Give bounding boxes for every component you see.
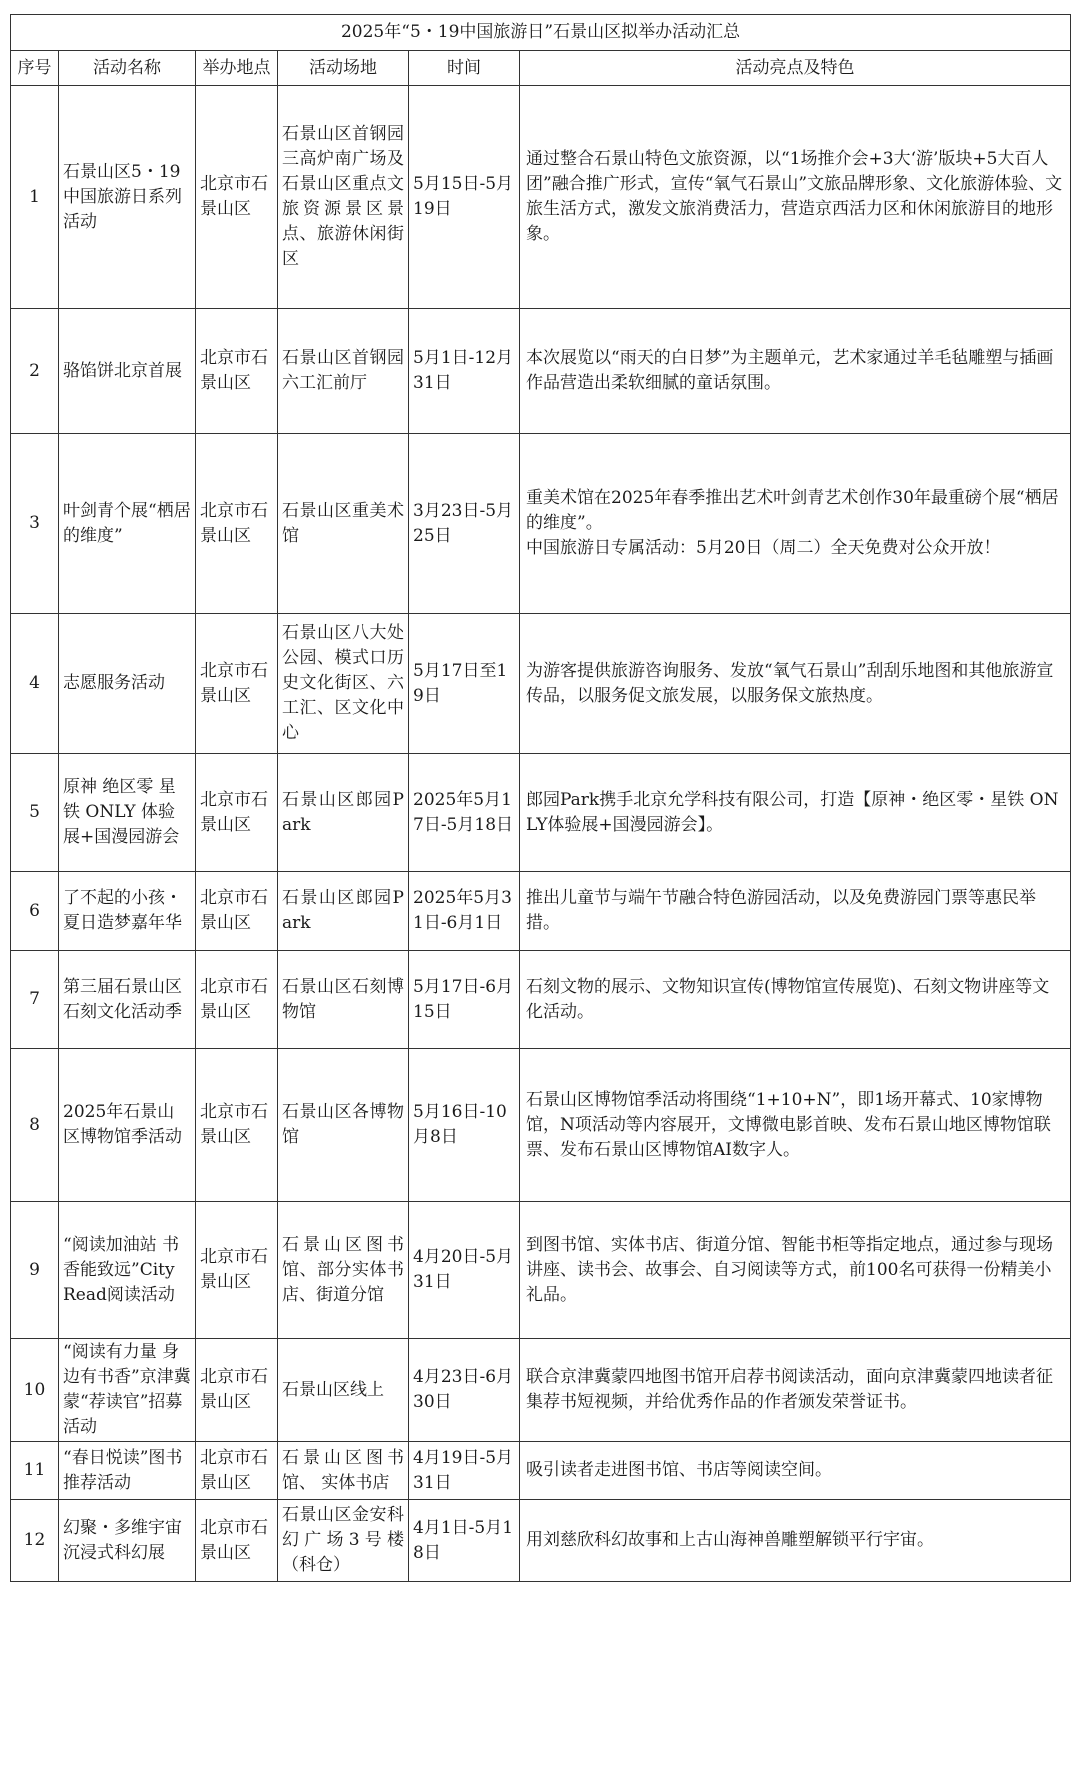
row-index: 5 bbox=[11, 754, 59, 872]
row-index: 2 bbox=[11, 309, 59, 434]
activity-summary-sheet bbox=[10, 14, 1070, 1582]
row-index: 1 bbox=[11, 86, 59, 309]
row-time: 5月17日-6月15日 bbox=[409, 951, 520, 1049]
row-activity-name: “阅读有力量 身边有书香”京津冀蒙“荐读官”招募活动 bbox=[59, 1339, 196, 1442]
row-features: 石景山区博物馆季活动将围绕“1+10+N”，即1场开幕式、10家博物馆，N项活动等内容展开，文博微电影首映、发布石景山地区博物馆联票、发布石景山区博物馆AI数字人。 bbox=[520, 1049, 1071, 1202]
row-venue: 石景山区各博物馆 bbox=[278, 1049, 409, 1202]
row-activity-name: “春日悦读”图书推荐活动 bbox=[59, 1442, 196, 1500]
row-time: 5月16日-10月8日 bbox=[409, 1049, 520, 1202]
row-time: 4月20日-5月31日 bbox=[409, 1202, 520, 1339]
table-row bbox=[11, 1202, 1071, 1339]
row-activity-name: 第三届石景山区石刻文化活动季 bbox=[59, 951, 196, 1049]
row-time: 4月23日-6月30日 bbox=[409, 1339, 520, 1442]
table-row bbox=[11, 614, 1071, 754]
row-city: 北京市石景山区 bbox=[196, 1500, 278, 1582]
row-features: 通过整合石景山特色文旅资源，以“1场推介会+3大‘游’版块+5大百人团”融合推广形式，宣传“氧气石景山”文旅品牌形象、文化旅游体验、文旅生活方式，激发文旅消费活力，营造京西活力区和休闲旅游目的地形象。 bbox=[520, 86, 1071, 309]
row-index: 9 bbox=[11, 1202, 59, 1339]
row-features: 郎园Park携手北京允学科技有限公司，打造【原神・绝区零・星铁 ONLY体验展+国漫园游会】。 bbox=[520, 754, 1071, 872]
row-activity-name: 原神 绝区零 星铁 ONLY 体验展+国漫园游会 bbox=[59, 754, 196, 872]
table-row bbox=[11, 434, 1071, 614]
table-title: 2025年“5・19中国旅游日”石景山区拟举办活动汇总 bbox=[11, 15, 1071, 51]
row-activity-name: 了不起的小孩・夏日造梦嘉年华 bbox=[59, 872, 196, 951]
row-time: 3月23日-5月25日 bbox=[409, 434, 520, 614]
header-row bbox=[11, 51, 1071, 86]
row-venue: 石景山区首钢园六工汇前厅 bbox=[278, 309, 409, 434]
row-venue: 石景山区线上 bbox=[278, 1339, 409, 1442]
row-time: 5月1日-12月31日 bbox=[409, 309, 520, 434]
table-row bbox=[11, 951, 1071, 1049]
row-venue: 石景山区八大处公园、模式口历史文化街区、六工汇、区文化中心 bbox=[278, 614, 409, 754]
table-row bbox=[11, 872, 1071, 951]
row-index: 8 bbox=[11, 1049, 59, 1202]
row-time: 4月1日-5月18日 bbox=[409, 1500, 520, 1582]
row-city: 北京市石景山区 bbox=[196, 614, 278, 754]
row-venue: 石景山区金安科幻广场3号楼（科仓） bbox=[278, 1500, 409, 1582]
row-time: 2025年5月31日-6月1日 bbox=[409, 872, 520, 951]
row-index: 10 bbox=[11, 1339, 59, 1442]
row-city: 北京市石景山区 bbox=[196, 951, 278, 1049]
row-index: 12 bbox=[11, 1500, 59, 1582]
table-row bbox=[11, 1049, 1071, 1202]
row-venue: 石景山区郎园Park bbox=[278, 872, 409, 951]
row-activity-name: 骆馅饼北京首展 bbox=[59, 309, 196, 434]
activity-table bbox=[10, 14, 1071, 1582]
row-index: 4 bbox=[11, 614, 59, 754]
row-features: 联合京津冀蒙四地图书馆开启荐书阅读活动，面向京津冀蒙四地读者征集荐书短视频，并给优秀作品的作者颁发荣誉证书。 bbox=[520, 1339, 1071, 1442]
row-city: 北京市石景山区 bbox=[196, 86, 278, 309]
header-city: 举办地点 bbox=[196, 51, 278, 86]
table-row bbox=[11, 309, 1071, 434]
row-activity-name: 2025年石景山区博物馆季活动 bbox=[59, 1049, 196, 1202]
table-row bbox=[11, 1442, 1071, 1500]
row-time: 2025年5月17日-5月18日 bbox=[409, 754, 520, 872]
row-city: 北京市石景山区 bbox=[196, 1049, 278, 1202]
row-venue: 石景山区石刻博物馆 bbox=[278, 951, 409, 1049]
header-activity-name: 活动名称 bbox=[59, 51, 196, 86]
row-activity-name: 石景山区5・19中国旅游日系列活动 bbox=[59, 86, 196, 309]
row-features: 石刻文物的展示、文物知识宣传(博物馆宣传展览)、石刻文物讲座等文化活动。 bbox=[520, 951, 1071, 1049]
row-activity-name: “阅读加油站 书香能致远”City Read阅读活动 bbox=[59, 1202, 196, 1339]
row-index: 7 bbox=[11, 951, 59, 1049]
table-row bbox=[11, 1339, 1071, 1442]
header-index: 序号 bbox=[11, 51, 59, 86]
row-city: 北京市石景山区 bbox=[196, 1339, 278, 1442]
row-time: 4月19日-5月31日 bbox=[409, 1442, 520, 1500]
table-row bbox=[11, 86, 1071, 309]
row-city: 北京市石景山区 bbox=[196, 872, 278, 951]
row-activity-name: 幻聚・多维宇宙沉浸式科幻展 bbox=[59, 1500, 196, 1582]
row-venue: 石景山区图书馆、 实体书店 bbox=[278, 1442, 409, 1500]
row-city: 北京市石景山区 bbox=[196, 1202, 278, 1339]
row-venue: 石景山区图书馆、部分实体书店、街道分馆 bbox=[278, 1202, 409, 1339]
row-venue: 石景山区重美术馆 bbox=[278, 434, 409, 614]
row-index: 11 bbox=[11, 1442, 59, 1500]
row-index: 3 bbox=[11, 434, 59, 614]
header-venue: 活动场地 bbox=[278, 51, 409, 86]
row-features: 到图书馆、实体书店、街道分馆、智能书柜等指定地点，通过参与现场讲座、读书会、故事会、自习阅读等方式，前100名可获得一份精美小礼品。 bbox=[520, 1202, 1071, 1339]
table-body bbox=[11, 86, 1071, 1582]
header-time: 时间 bbox=[409, 51, 520, 86]
row-city: 北京市石景山区 bbox=[196, 309, 278, 434]
row-features: 吸引读者走进图书馆、书店等阅读空间。 bbox=[520, 1442, 1071, 1500]
row-features: 为游客提供旅游咨询服务、发放“氧气石景山”刮刮乐地图和其他旅游宣传品，以服务促文旅发展，以服务保文旅热度。 bbox=[520, 614, 1071, 754]
row-venue: 石景山区首钢园三高炉南广场及石景山区重点文旅资源景区景点、旅游休闲街区 bbox=[278, 86, 409, 309]
row-features: 重美术馆在2025年春季推出艺术叶剑青艺术创作30年最重磅个展“栖居的维度”。 中国旅游日专属活动：5月20日（周二）全天免费对公众开放！ bbox=[520, 434, 1071, 614]
row-city: 北京市石景山区 bbox=[196, 434, 278, 614]
row-index: 6 bbox=[11, 872, 59, 951]
row-venue: 石景山区郎园Park bbox=[278, 754, 409, 872]
row-features: 本次展览以“雨天的白日梦”为主题单元，艺术家通过羊毛毡雕塑与插画作品营造出柔软细腻的童话氛围。 bbox=[520, 309, 1071, 434]
row-city: 北京市石景山区 bbox=[196, 1442, 278, 1500]
table-row bbox=[11, 754, 1071, 872]
row-activity-name: 志愿服务活动 bbox=[59, 614, 196, 754]
header-features: 活动亮点及特色 bbox=[520, 51, 1071, 86]
row-city: 北京市石景山区 bbox=[196, 754, 278, 872]
row-activity-name: 叶剑青个展“栖居的维度” bbox=[59, 434, 196, 614]
table-row bbox=[11, 1500, 1071, 1582]
row-features: 推出儿童节与端午节融合特色游园活动，以及免费游园门票等惠民举措。 bbox=[520, 872, 1071, 951]
row-features: 用刘慈欣科幻故事和上古山海神兽雕塑解锁平行宇宙。 bbox=[520, 1500, 1071, 1582]
row-time: 5月17日至19日 bbox=[409, 614, 520, 754]
row-time: 5月15日-5月19日 bbox=[409, 86, 520, 309]
